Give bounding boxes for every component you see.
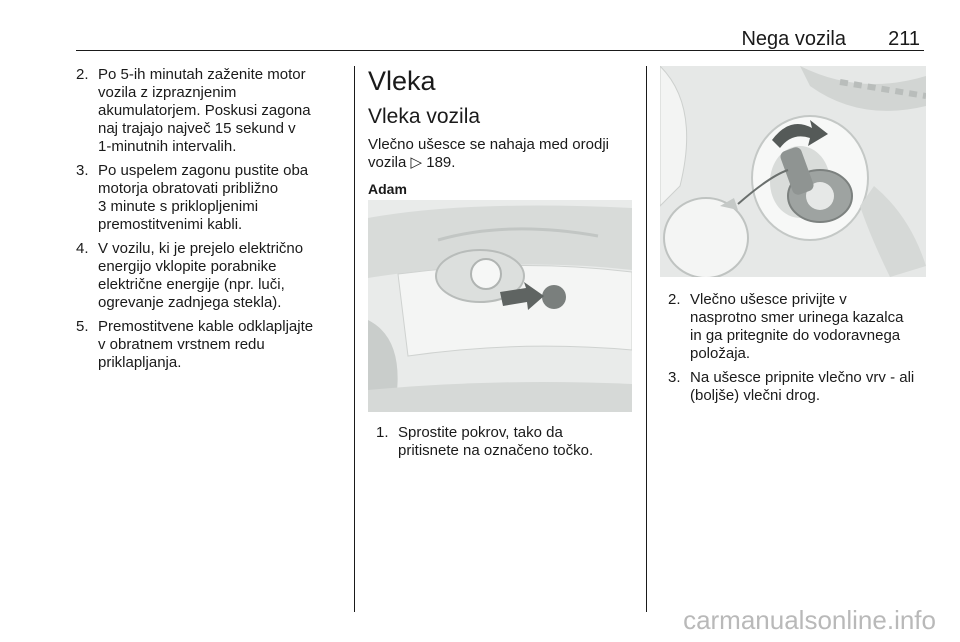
list-item — [368, 424, 634, 460]
page-number: 211 — [888, 28, 920, 50]
intro-paragraph: Vlečno ušesce se nahaja med orodji vozila ▷ 189. — [368, 136, 609, 171]
bumper-cover-illustration — [368, 200, 632, 412]
step-text: Vlečno ušesce privijte v nasprotno smer urinega kazalca in ga pritegnite do vodoravnega položaja. — [690, 291, 904, 362]
column-divider-1 — [354, 66, 355, 612]
step-number: 4. — [76, 240, 89, 257]
step-number: 2. — [668, 291, 681, 308]
step-number: 3. — [668, 369, 681, 386]
watermark-text: carmanualsonline.info — [683, 605, 936, 635]
column-1 — [76, 66, 344, 378]
list-item — [76, 66, 344, 156]
column-3 — [660, 66, 928, 411]
figure-caption: Adam — [368, 181, 407, 197]
step-number: 5. — [76, 318, 89, 335]
list-item — [660, 369, 928, 405]
step-list-1 — [76, 66, 344, 372]
step-number: 3. — [76, 162, 89, 179]
running-header-title: Nega vozila — [741, 28, 846, 50]
list-item — [660, 291, 928, 363]
step-list-3 — [660, 291, 928, 405]
step-text: Po uspelem zagonu pustite oba motorja obratovati približno 3 minute s priklopljenimi premostitvenimi kabli. — [98, 162, 309, 233]
step-text: Sprostite pokrov, tako da pritisnete na označeno točko. — [398, 424, 594, 459]
column-divider-2 — [646, 66, 647, 612]
column-2 — [368, 66, 634, 466]
step-number: 1. — [376, 424, 389, 441]
section-heading: Vleka — [368, 66, 436, 96]
list-item — [76, 162, 344, 234]
step-list-2 — [368, 424, 634, 460]
list-item — [76, 318, 344, 372]
step-text: Premostitvene kable odklapljajte v obratnem vrstnem redu priklapljanja. — [98, 318, 314, 371]
step-text: V vozilu, ki je prejelo električno energijo vklopite porabnike električne energije (npr. luči, ogrevanje zadnjega stekla). — [98, 240, 304, 311]
list-item — [76, 240, 344, 312]
tow-eye-illustration — [660, 66, 926, 277]
step-text: Na ušesce pripnite vlečno vrv - ali (boljše) vlečni drog. — [690, 369, 915, 404]
subsection-heading: Vleka vozila — [368, 105, 481, 128]
step-text: Po 5-ih minutah zaženite motor vozila z izpraznjenim akumulatorjem. Poskusi zagona naj trajajo največ 15 sekund v 1-minutnih intervalih. — [98, 66, 311, 155]
header-rule — [76, 50, 924, 51]
step-number: 2. — [76, 66, 89, 83]
